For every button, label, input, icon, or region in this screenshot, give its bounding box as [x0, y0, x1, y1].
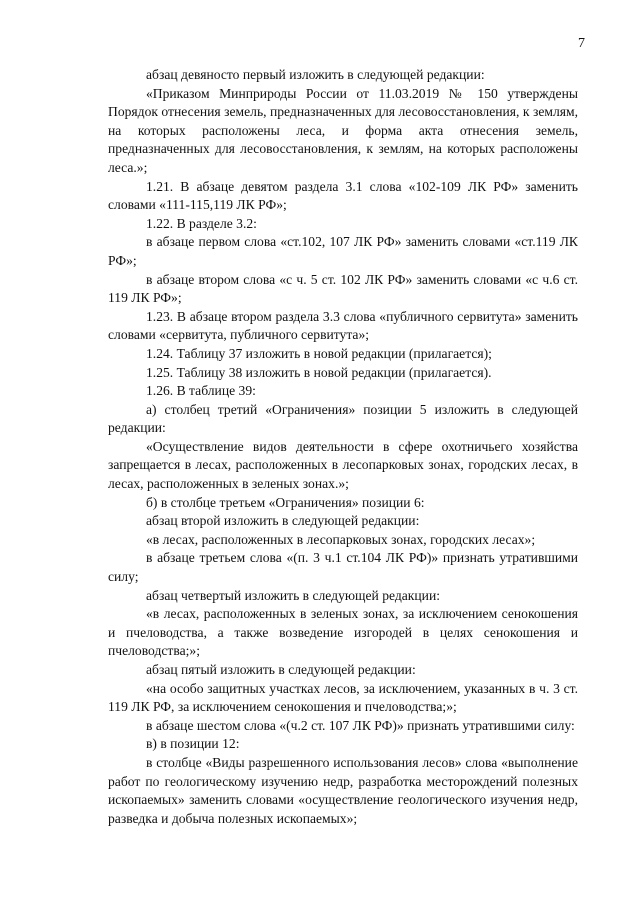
paragraph: в столбце «Виды разрешенного использования лесов» слова «выполнение работ по геологическому изучению недр, разработка месторождений полезных ископаемых» заменить словами «осуществление геологического изучения недр, разведка и добыча полезных ископаемых»;	[108, 754, 578, 826]
paragraph: в абзаце третьем слова «(п. 3 ч.1 ст.104 ЛК РФ)» признать утратившими силу;	[108, 550, 578, 585]
paragraph: 1.24. Таблицу 37 изложить в новой редакции (прилагается);	[146, 345, 492, 361]
paragraph: «в лесах, расположенных в лесопарковых зонах, городских лесах»;	[146, 531, 536, 547]
paragraph: в абзаце шестом слова «(ч.2 ст. 107 ЛК РФ)» признать утратившими силу:	[146, 717, 575, 733]
paragraph: а) столбец третий «Ограничения» позиции 5 изложить в следующей редакции:	[108, 401, 578, 436]
paragraph: в абзаце втором слова «с ч. 5 ст. 102 ЛК РФ» заменить словами «с ч.6 ст. 119 ЛК РФ»;	[108, 271, 578, 306]
paragraph: абзац четвертый изложить в следующей редакции:	[146, 587, 441, 603]
paragraph: «в лесах, расположенных в зеленых зонах, за исключением сенокошения и пчеловодства, а также возведение изгородей в целях сенокошения и пчеловодства;»;	[108, 606, 578, 659]
paragraph: 1.25. Таблицу 38 изложить в новой редакции (прилагается).	[146, 364, 492, 380]
paragraph: «Приказом Минприроды России от 11.03.2019 № 150 утверждены Порядок отнесения земель, предназначенных для лесовосстановления, к землям, на которых расположены леса, и форма акта отнесения земель, предназначенных для лесовосстановления, к землям, на которых расположены леса.»;	[108, 85, 578, 175]
paragraph: абзац пятый изложить в следующей редакции:	[146, 662, 416, 677]
paragraph: 1.22. В разделе 3.2:	[146, 215, 257, 231]
paragraph: абзац второй изложить в следующей редакции:	[146, 513, 420, 529]
page-number: 7	[578, 36, 585, 51]
paragraph: б) в столбце третьем «Ограничения» позиции 6:	[146, 494, 425, 510]
document-body	[108, 66, 578, 828]
paragraph: в абзаце первом слова «ст.102, 107 ЛК РФ» заменить словами «ст.119 ЛК РФ»;	[108, 234, 578, 268]
paragraph: «Осуществление видов деятельности в сфере охотничьего хозяйства запрещается в лесах, расположенных в лесопарковых зонах, городских лесах, в лесах, расположенных в зеленых зонах.»;	[108, 438, 578, 492]
paragraph: 1.26. В таблице 39:	[146, 383, 256, 399]
paragraph: «на особо защитных участках лесов, за исключением, указанных в ч. 3 ст. 119 ЛК РФ, за исключением сенокошения и пчеловодства;»;	[108, 680, 578, 715]
paragraph: 1.21. В абзаце девятом раздела 3.1 слова «102-109 ЛК РФ» заменить словами «111-115,119 ЛК РФ»;	[108, 178, 578, 213]
paragraph: абзац девяносто первый изложить в следующей редакции:	[146, 67, 485, 82]
paragraph: 1.23. В абзаце втором раздела 3.3 слова «публичного сервитута» заменить словами «сервитута, публичного сервитута»;	[108, 308, 578, 343]
paragraph: в) в позиции 12:	[146, 736, 240, 752]
